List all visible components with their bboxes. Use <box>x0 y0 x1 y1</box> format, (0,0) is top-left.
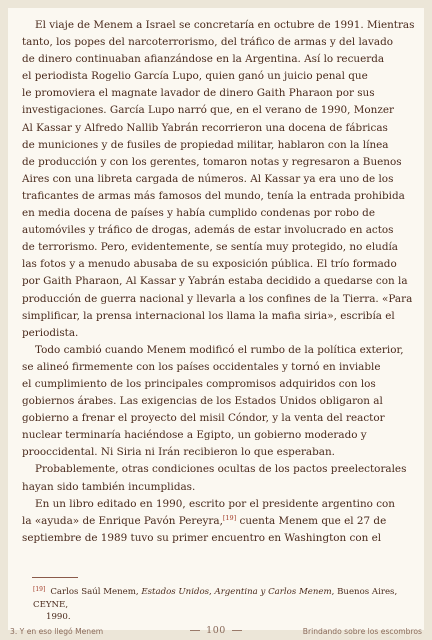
text-line: En un libro editado en 1990, escrito por el presidente argentino con <box>35 497 395 510</box>
chapter-title: 3. Y en eso llegó Menem <box>10 627 104 636</box>
text-line: se alineó firmemente con los países occidentales y tornó en inviable <box>22 360 381 373</box>
text-segment: la «ayuda» de Enrique Pavón Pereyra, <box>22 514 223 527</box>
text-line: le promoviera el magnate lavador de dinero Gaith Pharaon por sus <box>22 87 375 100</box>
text-line: septiembre de 1989 tuvo su primer encuentro en Washington con el <box>22 531 382 544</box>
text-line: Todo cambió cuando Menem modificó el rumbo de la política exterior, <box>35 343 404 356</box>
text-line: las fotos y a menudo abusaba de su exposición pública. El trío formado <box>22 258 397 271</box>
text-line <box>22 513 414 530</box>
paragraph <box>22 17 414 342</box>
text-line: gobierno a frenar el proyecto del misil Cóndor, y la venta del reactor <box>22 412 385 425</box>
body-text <box>22 17 414 547</box>
book-page <box>8 8 424 630</box>
text-line: hayan sido también incumplidas. <box>22 480 196 493</box>
section-title: Brindando sobre los escombros <box>302 627 422 636</box>
text-line: de municiones y de fusiles de propiedad militar, hablaron con la línea <box>22 138 389 151</box>
text-line: Aires con una libreta cargada de números. Al Kassar ya era uno de los <box>22 172 394 185</box>
text-line: el cumplimiento de los principales compromisos adquiridos con los <box>22 377 376 390</box>
page-number-dash-right <box>232 630 242 631</box>
text-line: automóviles y tráfico de drogas, además de estar involucrado en actos <box>22 224 394 237</box>
footnote-backlink[interactable]: [19] <box>33 586 46 593</box>
page-footer <box>0 625 432 640</box>
text-line: periodista. <box>22 326 79 339</box>
text-line: prooccidental. Ni Siria ni Irán recibieron lo que esperaban. <box>22 446 335 459</box>
text-line: tanto, los popes del narcoterrorismo, del tráfico de armas y del lavado <box>22 36 393 49</box>
text-segment: cuenta Menem que el 27 de <box>236 514 387 527</box>
paragraph <box>22 496 414 547</box>
footnote-divider <box>32 577 78 578</box>
page-number: 100 <box>206 625 226 636</box>
text-line: el periodista Rogelio García Lupo, quien ganó un juicio penal que <box>22 70 368 83</box>
footnote-reference-link[interactable]: [19] <box>222 513 237 522</box>
text-line: traficantes de armas más famosos del mundo, tenía la entrada prohibida <box>22 189 405 202</box>
text-line: por Gaith Pharaon, Al Kassar y Yabrán estaba decidido a quedarse con la <box>22 275 408 288</box>
footnote-text-continued: 1990. <box>46 612 71 622</box>
text-line: producción de guerra nacional y llevarla a los confines de la Tierra. «Para <box>22 292 413 305</box>
text-line: de producción y con los gerentes, tomaron notas y regresaron a Buenos <box>22 155 402 168</box>
text-line: investigaciones. García Lupo narró que, en el verano de 1990, Monzer <box>22 104 394 117</box>
text-line: gobiernos árabes. Las exigencias de los Estados Unidos obligaron al <box>22 395 383 408</box>
text-line: nuclear terminaría haciéndose a Egipto, un gobierno moderado y <box>22 429 367 442</box>
footnote-text: Carlos Saúl Menem, <box>50 587 142 597</box>
footnote-text: , Buenos Aires, CEYNE, <box>33 587 398 610</box>
text-line: de terrorismo. Pero, evidentemente, se sentía muy protegido, no eludía <box>22 241 399 254</box>
paragraph <box>22 461 414 495</box>
text-line: en media docena de países y había cumplido condenas por robo de <box>22 207 375 220</box>
paragraph <box>22 342 414 462</box>
page-number-dash-left <box>190 630 200 631</box>
text-line: de dinero continuaban afianzándose en la Argentina. Así lo recuerda <box>22 53 385 66</box>
footnote-book-title: Estados Unidos, Argentina y Carlos Menem <box>141 587 332 597</box>
text-line: Al Kassar y Alfredo Nallib Yabrán recorrieron una docena de fábricas <box>22 121 388 134</box>
text-line: El viaje de Menem a Israel se concretaría en octubre de 1991. Mientras <box>35 19 415 31</box>
text-line: simplificar, la prensa internacional los llama la mafia siria», escribía el <box>22 309 395 322</box>
footnote <box>33 586 413 624</box>
text-line: Probablemente, otras condiciones ocultas de los pactos preelectorales <box>35 463 407 476</box>
